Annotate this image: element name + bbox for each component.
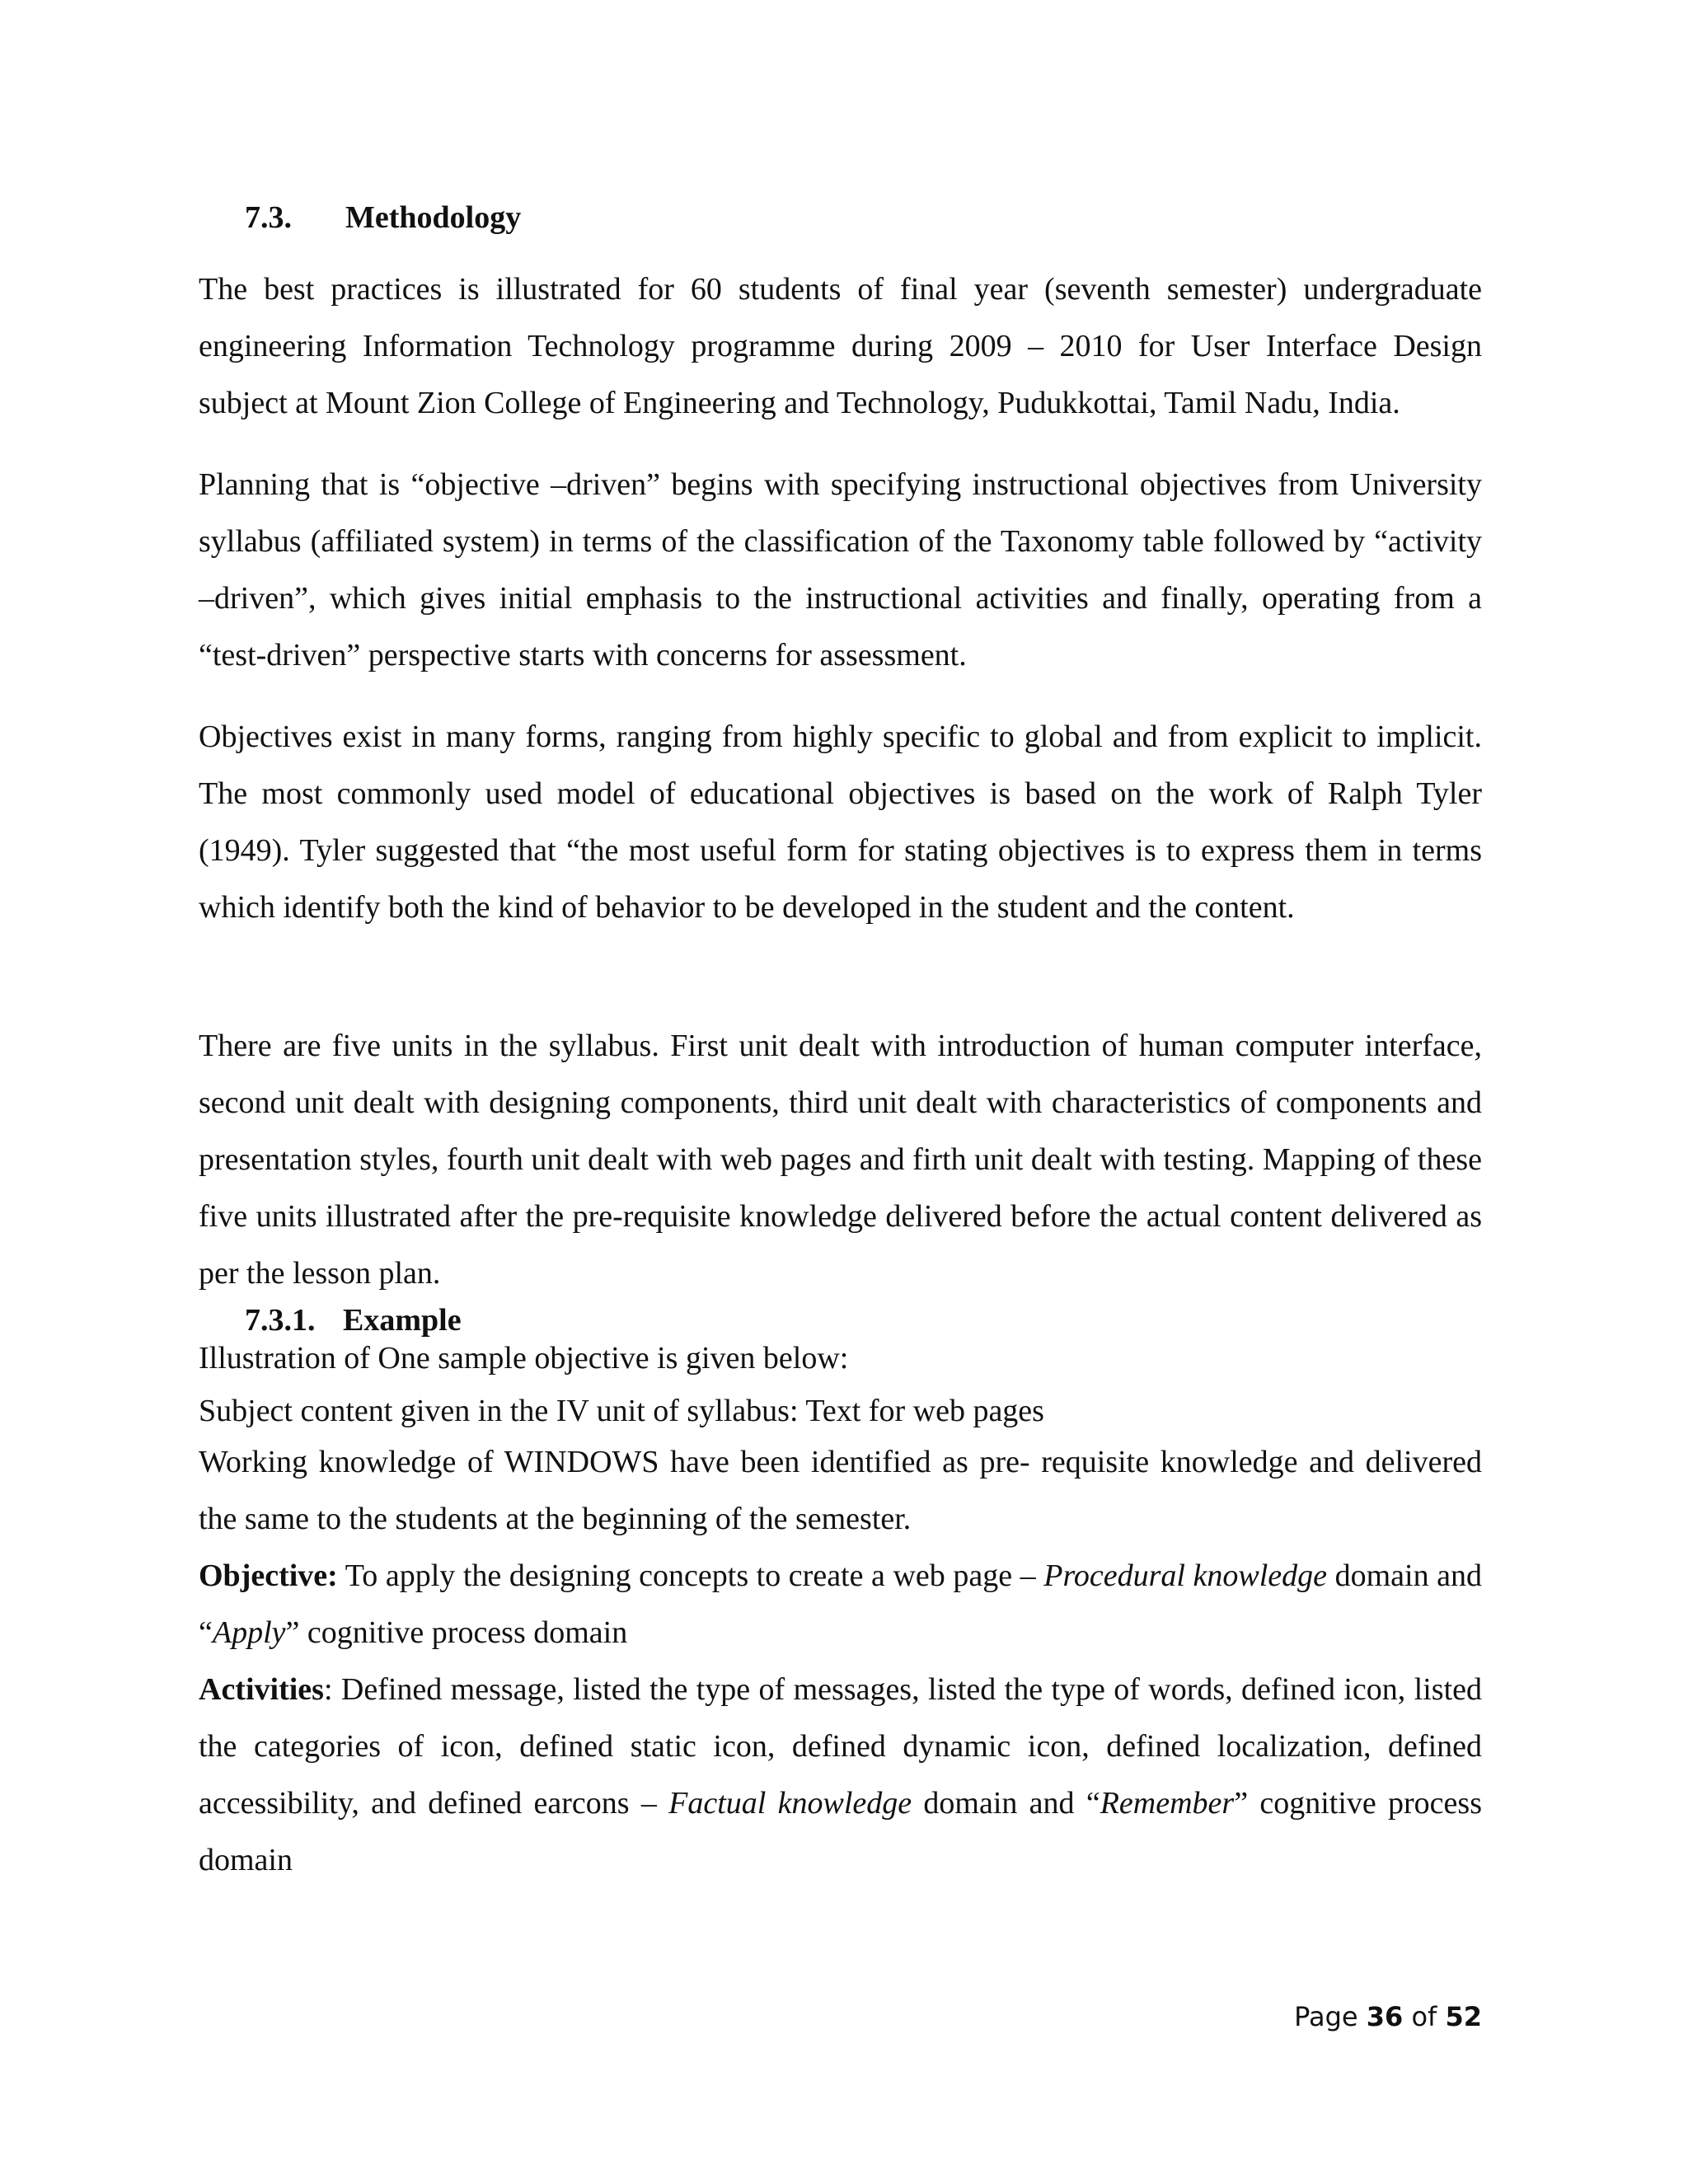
section-number: 7.3. bbox=[245, 200, 292, 235]
objective-italic-b: Apply bbox=[212, 1615, 286, 1650]
objective-text-b: domain and “ bbox=[199, 1558, 1483, 1650]
page-number-footer bbox=[1294, 2001, 1482, 2032]
subsection-heading bbox=[199, 1302, 1482, 1338]
paragraph-3: Objectives exist in many forms, ranging from highly specific to global and from explicit to implicit. The most commonly used model of educational objectives is based on the work of Ralph Tyler (1949). Tyler suggested that “the most useful form for stating objectives is to express them in terms which identify both the kind of behavior to be developed in the student and the content. bbox=[199, 719, 1482, 925]
activities-text-c: ” cognitive process domain bbox=[199, 1786, 1482, 1877]
example-line-2: Subject content given in the IV unit of syllabus: Text for web pages bbox=[199, 1394, 1044, 1428]
footer-prefix: Page bbox=[1294, 2001, 1367, 2032]
objective-label: Objective: bbox=[199, 1558, 338, 1593]
example-line-3: Working knowledge of WINDOWS have been identified as pre- requisite knowledge and delivered the same to the students at the beginning of the semester. bbox=[199, 1445, 1482, 1536]
example-line-1: Illustration of One sample objective is given below: bbox=[199, 1341, 849, 1376]
page-content bbox=[199, 190, 1482, 1889]
activities-label: Activities bbox=[199, 1672, 324, 1707]
objective-italic-a: Procedural knowledge bbox=[1043, 1558, 1328, 1593]
paragraph-4: There are five units in the syllabus. First unit dealt with introduction of human computer interface, second unit dealt with designing components, third unit dealt with characteristics of components and presentation styles, fourth unit dealt with web pages and firth unit dealt with testing. Mapping of these five units illustrated after the pre-requisite knowledge delivered before the actual content delivered as per the lesson plan. bbox=[199, 1029, 1482, 1291]
subsection-number: 7.3.1. bbox=[245, 1303, 316, 1338]
subsection-title: Example bbox=[343, 1303, 462, 1338]
activities-italic-b: Remember bbox=[1100, 1786, 1235, 1821]
paragraph-2: Planning that is “objective –driven” begins with specifying instructional objectives from University syllabus (affiliated system) in terms of the classification of the Taxonomy table followed by “activity –driven”, which gives initial emphasis to the instructional activities and finally, operating from a “test-driven” perspective starts with concerns for assessment. bbox=[199, 467, 1482, 673]
paragraph-1: The best practices is illustrated for 60 students of final year (seventh semester) undergraduate engineering Information Technology programme during 2009 – 2010 for User Interface Design subject at Mount Zion College of Engineering and Technology, Pudukkottai, Tamil Nadu, India. bbox=[199, 272, 1482, 420]
footer-total-pages: 52 bbox=[1445, 2001, 1482, 2032]
objective-text-a: To apply the designing concepts to create a web page – bbox=[337, 1558, 1044, 1593]
activities-text-a: : Defined message, listed the type of messages, listed the type of words, defined icon, listed the categories of icon, defined static icon, defined dynamic icon, defined localization, defined accessibility, and defined earcons – bbox=[199, 1672, 1482, 1821]
activities-italic-a: Factual knowledge bbox=[668, 1786, 912, 1821]
footer-middle: of bbox=[1403, 2001, 1446, 2032]
objective-paragraph bbox=[199, 1548, 1482, 1661]
activities-text-b: domain and “ bbox=[912, 1786, 1100, 1821]
activities-paragraph bbox=[199, 1661, 1482, 1889]
footer-current-page: 36 bbox=[1366, 2001, 1404, 2032]
section-heading bbox=[199, 190, 1482, 246]
objective-text-c: ” cognitive process domain bbox=[285, 1615, 628, 1650]
section-title: Methodology bbox=[345, 200, 522, 235]
